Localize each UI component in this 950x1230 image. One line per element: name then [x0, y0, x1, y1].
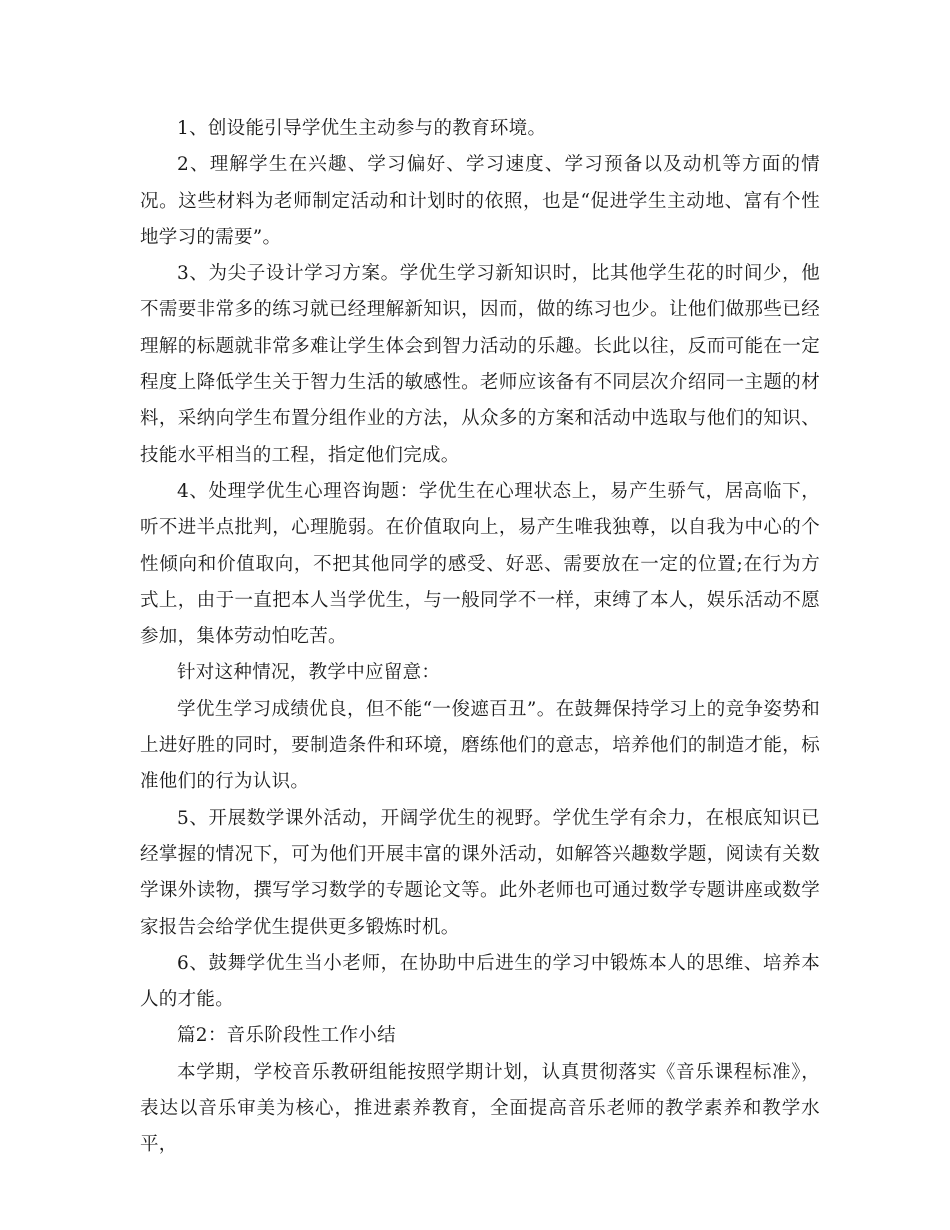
paragraph-8: 6、鼓舞学优生当小老师，在协助中后进生的学习中锻炼本人的思维、培养本人的才能。	[140, 952, 820, 1011]
paragraph-5: 针对这种情况，教学中应留意：	[177, 662, 441, 684]
paragraph-3: 3、为尖子设计学习方案。学优生学习新知识时，比其他学生花的时间少，他不需要非常多的练习就已经理解新知识，因而，做的练习也少。让他们做那些已经理解的标题就非常多难让学生体会到智力活动的乐趣。长此以往，反而可能在一定程度上降低学生关于智力生活的敏感性。老师应该备有不同层次介绍同一主题的材料，采纳向学生布置分组作业的方法，从众多的方案和活动中选取与他们的知识、技能水平相当的工程，指定他们完成。	[140, 263, 820, 466]
paragraph-6: 学优生学习成绩优良，但不能“一俊遮百丑”。在鼓舞保持学习上的竞争姿势和上进好胜的同时，要制造条件和环境，磨练他们的意志，培养他们的制造才能，标准他们的行为认识。	[140, 698, 820, 793]
document-body	[140, 111, 820, 1164]
paragraph-7: 5、开展数学课外活动，开阔学优生的视野。学优生学有余力，在根底知识已经掌握的情况下，可为他们开展丰富的课外活动，如解答兴趣数学题，阅读有关数学课外读物，撰写学习数学的专题论文等。此外老师也可通过数学专题讲座或数学家报告会给学优生提供更多锻炼时机。	[140, 807, 820, 938]
paragraph-4: 4、处理学优生心理咨询题：学优生在心理状态上，易产生骄气，居高临下，听不进半点批判，心理脆弱。在价值取向上，易产生唯我独尊，以自我为中心的个性倾向和价值取向，不把其他同学的感受、好恶、需要放在一定的位置;在行为方式上，由于一直把本人当学优生，与一般同学不一样，束缚了本人，娱乐活动不愿参加，集体劳动怕吃苦。	[140, 480, 820, 648]
paragraph-2: 2、理解学生在兴趣、学习偏好、学习速度、学习预备以及动机等方面的情况。这些材料为老师制定活动和计划时的依照，也是“促进学生主动地、富有个性地学习的需要”。	[140, 154, 820, 248]
paragraph-9: 本学期，学校音乐教研组能按照学期计划，认真贯彻落实《音乐课程标准》，表达以音乐审美为核心，推进素养教育，全面提高音乐老师的教学素养和教学水平，	[140, 1061, 820, 1156]
paragraph-1: 1、创设能引导学优生主动参与的教育环境。	[177, 118, 547, 139]
section-heading: 篇2：音乐阶段性工作小结	[177, 1025, 396, 1047]
